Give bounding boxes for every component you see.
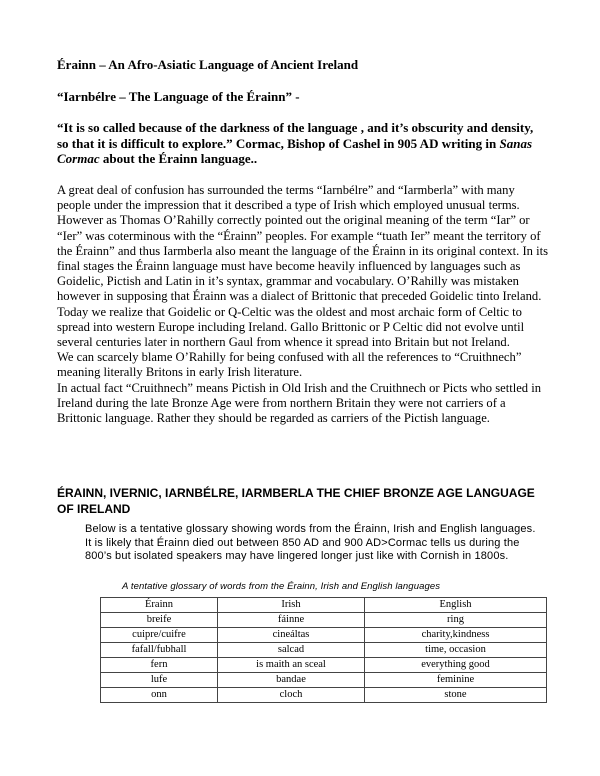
table-row [101,628,547,643]
table-cell: salcad [218,643,365,658]
table-caption: A tentative glossary of words from the Érainn, Irish and English languages [122,581,441,592]
table-cell: cineáltas [218,628,365,643]
header-cell: English [365,598,547,613]
table-cell: bandae [218,673,365,688]
paragraph: We can scarcely blame O’Rahilly for being confused with all the references to “Cruithnech” meaning literally Britons in early Irish literature. [57,350,522,380]
table-cell: breife [101,613,218,628]
table-cell: stone [365,688,547,703]
body-text [57,183,549,426]
table-row [101,658,547,673]
quote-text: “It is so called because of the darkness of the language , and it’s obscurity and density, so that it is difficult to explore.” Cormac, Bishop of Cashel in 905 AD writing in [57,120,534,151]
table-cell: feminine [365,673,547,688]
table-row [101,688,547,703]
table-cell: cuipre/cuifre [101,628,218,643]
document-title: Érainn – An Afro-Asiatic Language of Ancient Ireland [57,57,359,72]
table-cell: cloch [218,688,365,703]
table-row [101,643,547,658]
table-cell: fafall/fubhall [101,643,218,658]
table-cell: fern [101,658,218,673]
table-row [101,673,547,688]
table-cell: everything good [365,658,547,673]
paragraph: In actual fact “Cruithnech” means Pictish in Old Irish and the Cruithnech or Picts who settled in Ireland during the late Bronze Age were from northern Britain they were not carriers of a Brittonic language. Rather they should be regarded as carriers of the Pictish language. [57,380,542,426]
table-cell: ring [365,613,547,628]
header-cell: Érainn [101,598,218,613]
section-heading: ÉRAINN, IVERNIC, IARNBÉLRE, IARMBERLA THE CHIEF BRONZE AGE LANGUAGE OF IRELAND [57,486,535,516]
glossary-intro: Below is a tentative glossary showing words from the Érainn, Irish and English languages. It is likely that Érainn died out between 850 AD and 900 AD>Cormac tells us during the 800’s but isolated speakers may have lingered longer just like with Cornish in 1800s. [85,523,536,563]
document-subtitle: “Iarnbélre – The Language of the Érainn” - [57,89,300,104]
table-cell: lufe [101,673,218,688]
table-cell: time, occasion [365,643,547,658]
table-cell: onn [101,688,218,703]
table-cell: fáinne [218,613,365,628]
table-cell: is maith an sceal [218,658,365,673]
cormac-quote [57,120,547,167]
header-cell: Irish [218,598,365,613]
table-cell: charity,kindness [365,628,547,643]
table-row [101,613,547,628]
quote-source: Sanas Cormac [57,135,533,166]
table-header-row [101,598,547,613]
glossary-table [100,597,547,703]
paragraph: A great deal of confusion has surrounded the terms “Iarnbélre” and “Iarmberla” with many people under the impression that it described a type of Irish which employed unusual terms. However as Thomas O’Rahilly correctly pointed out the original meaning of the term “Iar” or “Ier” was coterminous with the “Érainn” peoples. For example “tuath Ier” meant the territory of the Érainn” and thus Iarmberla also meant the language of the Érainn in its original context. In its final stages the Érainn language must have become heavily influenced by languages such as Goidelic, Pictish and Latin in it’s syntax, grammar and vocabulary. O’Rahilly was mistaken however in supposing that Érainn was a dialect of Brittonic that preceded Goidelic tinto Ireland. Today we realize that Goidelic or Q-Celtic was the oldest and most archaic form of Celtic to spread into western Europe including Ireland. Gallo Brittonic or P Celtic did not evolve until several centuries later in northern Gaul from whence it spread into Britain but not Ireland. [57,183,549,350]
quote-tail: about the Érainn language.. [99,151,258,166]
